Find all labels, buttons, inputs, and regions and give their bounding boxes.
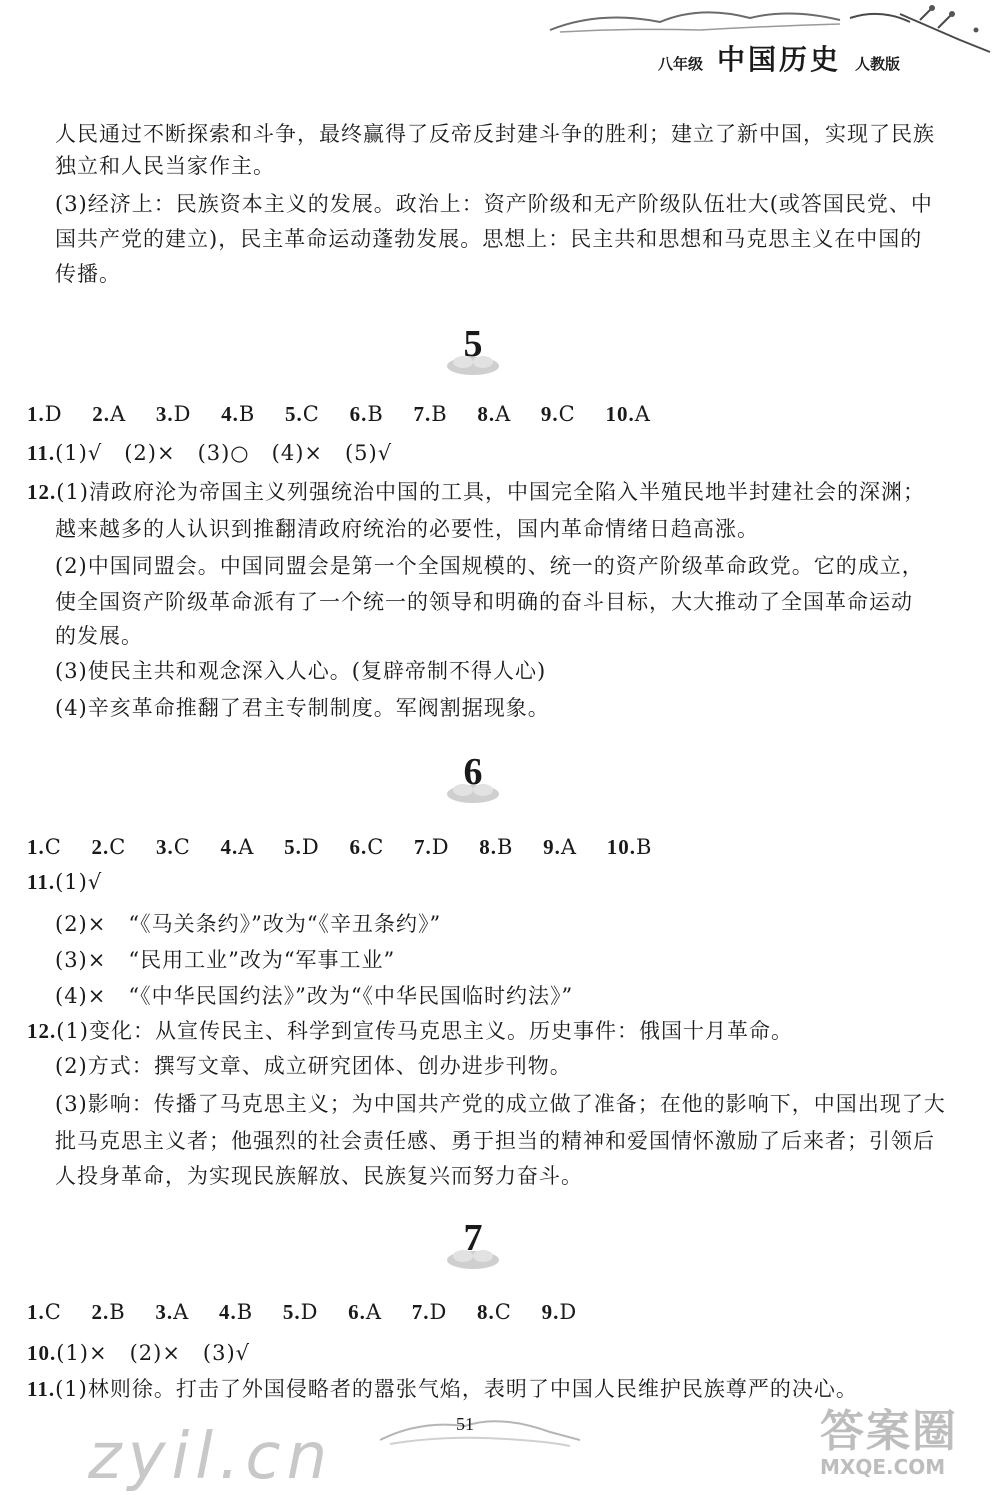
question-10-answer: 10.(1)× (2)× (3)√ (27, 1341, 251, 1365)
question-12-answer: 12.(1)变化：从宣传民主、科学到宣传马克思主义。历史事件：俄国十月革命。 (27, 1019, 793, 1043)
question-11-answer: 11.(1)林则徐。打击了外国侵略者的嚣张气焰，表明了中国人民维护民族尊严的决心。 (27, 1377, 858, 1401)
answer-line: 使全国资产阶级革命派有了一个统一的领导和明确的奋斗目标，大大推动了全国革命运动 (55, 590, 913, 614)
answer-line: 人投身革命，为实现民族解放、民族复兴而努力奋斗。 (55, 1164, 583, 1188)
grade-label: 八年级 (657, 55, 703, 73)
intro-line: 人民通过不断探索和斗争，最终赢得了反帝反封建斗争的胜利；建立了新中国，实现了民族 (55, 122, 935, 146)
page-number: 51 (456, 1414, 474, 1434)
question-12-answer: 12.(1)清政府沦为帝国主义列强统治中国的工具，中国完全陷入半殖民地半封建社会的深渊； (27, 480, 925, 504)
answer-line: (4)辛亥革命推翻了君主专制制度。军阀割据现象。 (55, 696, 550, 720)
mc-answers-row: 1.C 2.C 3.C 4.A 5.D 6.C 7.D 8.B 9.A 10.B (27, 835, 653, 859)
answer-line: (4)× “《中华民国约法》”改为“《中华民国临时约法》” (55, 984, 574, 1008)
mc-answers-row: 1.C 2.B 3.A 4.B 5.D 6.A 7.D 8.C 9.D (27, 1300, 578, 1324)
answer-line: (2)方式：撰写文章、成立研究团体、创办进步刊物。 (55, 1054, 572, 1078)
answer-line: (2)中国同盟会。中国同盟会是第一个全国规模的、统一的资产阶级革命政党。它的成立， (55, 554, 924, 578)
answer-line: (3)影响：传播了马克思主义；为中国共产党的成立做了准备；在他的影响下，中国出现了大 (55, 1092, 946, 1116)
answer-line: 批马克思主义者；他强烈的社会责任感、勇于担当的精神和爱国情怀激励了后来者；引领后 (55, 1129, 935, 1153)
subject-title: 中国历史 (716, 43, 841, 76)
section-number: 6 (463, 751, 483, 793)
intro-line: 传播。 (55, 262, 121, 286)
site-watermark: zyil.cn (88, 1420, 334, 1494)
section-badge (443, 1217, 503, 1274)
answer-line: (2)× “《马关条约》”改为“《辛丑条约》” (55, 912, 442, 936)
section-number: 7 (463, 1217, 483, 1259)
intro-line: (3)经济上：民族资本主义的发展。政治上：资产阶级和无产阶级队伍壮大(或答国民党、中 (55, 192, 933, 216)
question-11-answer: 11.(1)√ (2)× (3)○ (4)× (5)√ (27, 441, 393, 465)
section-number: 5 (463, 323, 483, 365)
answer-line: 的发展。 (55, 624, 143, 648)
answer-line: (3)× “民用工业”改为“军事工业” (55, 948, 396, 972)
answer-site-watermark (820, 1395, 990, 1490)
page-footer (380, 1400, 580, 1460)
section-badge (443, 323, 503, 380)
watermark-url: MXQE.COM (820, 1455, 946, 1479)
question-11-answer: 11.(1)√ (27, 870, 103, 894)
answer-line: 越来越多的人认识到推翻清政府统治的必要性，国内革命情绪日趋高涨。 (55, 517, 759, 541)
intro-line: 独立和人民当家作主。 (55, 154, 275, 178)
intro-line: 国共产党的建立)，民主革命运动蓬勃发展。思想上：民主共和思想和马克思主义在中国的 (55, 227, 923, 251)
page-header (0, 0, 1000, 80)
watermark-title: 答案圈 (820, 1406, 958, 1457)
answer-line: (3)使民主共和观念深入人心。(复辟帝制不得人心) (55, 659, 547, 683)
mc-answers-row: 1.D 2.A 3.D 4.B 5.C 6.B 7.B 8.A 9.C 10.A (27, 402, 651, 426)
edition-label: 人教版 (854, 55, 900, 73)
section-badge (443, 751, 503, 808)
